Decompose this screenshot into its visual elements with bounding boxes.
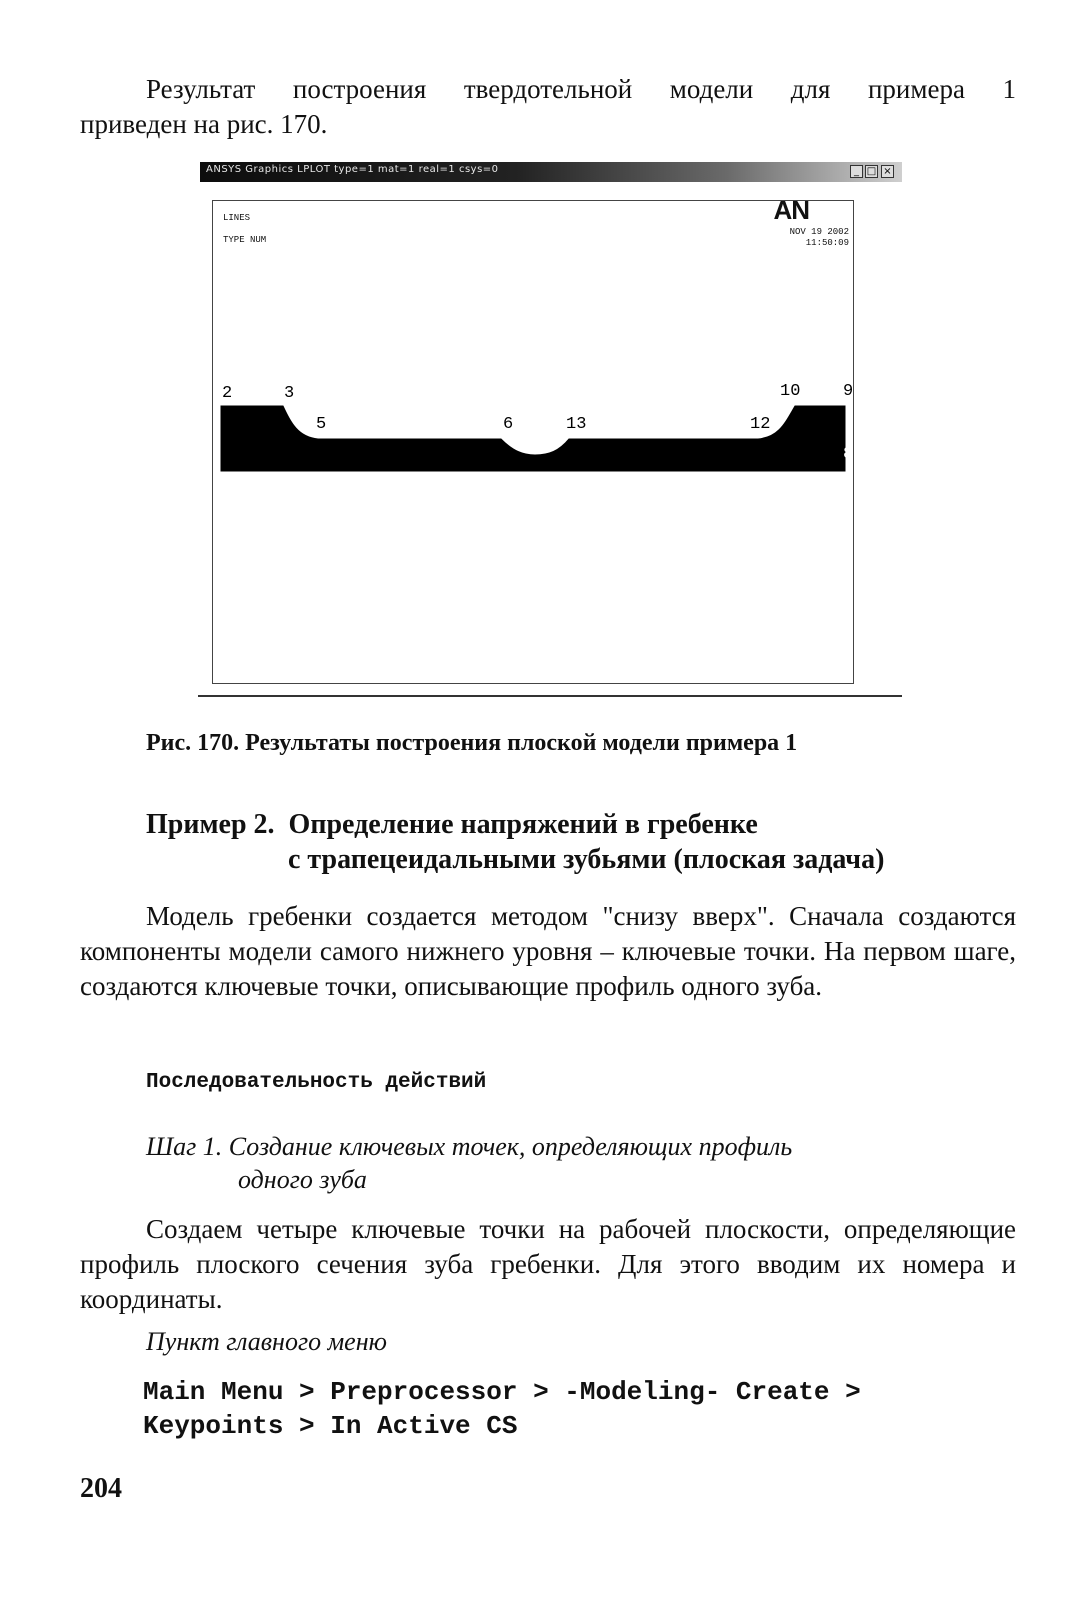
close-button[interactable]: × <box>881 165 894 178</box>
keypoint-label: 2 <box>222 384 233 403</box>
example-heading-line-1: Пример 2. Определение напряжений в гребенке <box>146 809 758 840</box>
keypoint-label: 12 <box>750 415 771 434</box>
keypoint-label: 10 <box>780 382 801 401</box>
plot-label-type: TYPE NUM <box>223 235 267 245</box>
intro-paragraph-line-2: приведен на рис. 170. <box>80 109 328 139</box>
keypoint-label: 13 <box>566 415 587 434</box>
paragraph-model-description: Модель гребенки создается методом "снизу вверх". Сначала создаются компоненты модели самого нижнего уровня – ключевые точки. На первом шаге, создаются ключевые точки, описывающие профиль одного зуба. <box>80 901 1016 1001</box>
intro-paragraph <box>80 72 1016 107</box>
step-1-heading-line-2: одного зуба <box>238 1165 367 1194</box>
model-profile-svg <box>213 201 853 683</box>
step-1-heading-line-1: Шаг 1. Создание ключевых точек, определяющих профиль <box>146 1132 793 1161</box>
graphics-canvas[interactable] <box>212 195 854 684</box>
menu-label: Пункт главного меню <box>146 1327 387 1356</box>
minimize-button[interactable]: _ <box>850 165 863 178</box>
keypoint-label: 3 <box>284 384 295 403</box>
keypoint-label: 5 <box>316 415 327 434</box>
keypoint-label: 8 <box>843 445 854 464</box>
plot-label-lines: LINES <box>223 213 251 223</box>
keypoint-label: 6 <box>503 415 514 434</box>
figure-caption: Рис. 170. Результаты построения плоской модели примера 1 <box>146 730 798 756</box>
page-number: 204 <box>80 1473 122 1504</box>
menu-path-line-1: Main Menu > Preprocessor > -Modeling- Create > <box>143 1377 861 1407</box>
sequence-title: Последовательность действий <box>146 1071 487 1094</box>
figure-rule <box>198 695 902 697</box>
maximize-button[interactable]: □ <box>866 166 877 177</box>
paragraph-create-keypoints: Создаем четыре ключевые точки на рабочей плоскости, определяющие профиль плоского сечения зуба гребенки. Для этого вводим их номера и координаты. <box>80 1214 1016 1314</box>
example-heading-line-2: с трапецеидальными зубьями (плоская задача) <box>288 844 885 875</box>
menu-path-line-2: Keypoints > In Active CS <box>143 1411 518 1441</box>
ansys-logo: AN <box>773 195 809 225</box>
plot-time: 11:50:09 <box>805 238 849 248</box>
ansys-graphics-window <box>200 162 902 696</box>
window-titlebar <box>200 162 902 182</box>
window-title: ANSYS Graphics LPLOT type=1 mat=1 real=1 csys=0 <box>206 164 499 175</box>
plot-date: NOV 19 2002 <box>789 227 849 237</box>
intro-line-1: Результат построения твердотельной модели для примера 1 <box>146 74 1016 104</box>
keypoint-label: 9 <box>843 382 854 401</box>
